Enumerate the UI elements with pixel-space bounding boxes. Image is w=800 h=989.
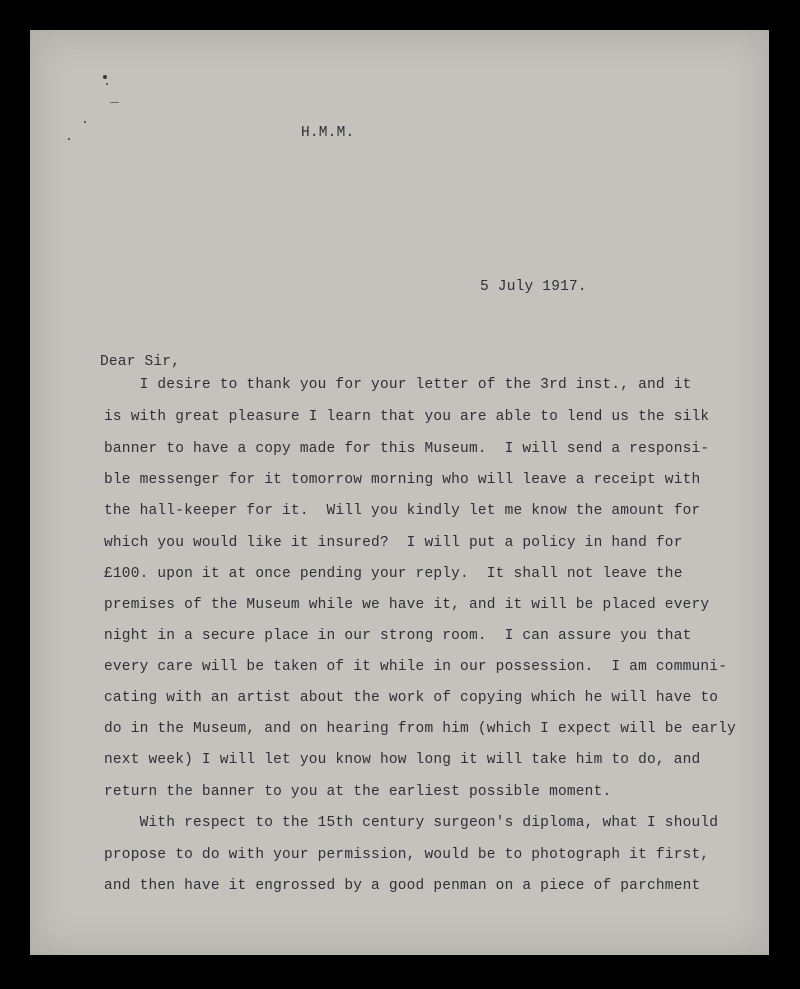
sender-initials: H.M.M. — [301, 125, 355, 141]
body-line: I desire to thank you for your letter of the 3rd inst., and it — [104, 377, 692, 393]
body-line: do in the Museum, and on hearing from him (which I expect will be early — [104, 721, 737, 737]
letter-date: 5 July 1917. — [480, 279, 587, 295]
body-line: With respect to the 15th century surgeon's diploma, what I should — [104, 815, 719, 831]
body-line: propose to do with your permission, would be to photograph it first, — [104, 847, 710, 863]
ink-speck — [106, 83, 108, 85]
ink-speck — [110, 102, 119, 103]
body-line: return the banner to you at the earliest possible moment. — [104, 784, 612, 800]
body-line: is with great pleasure I learn that you are able to lend us the silk — [104, 409, 710, 425]
body-line: ble messenger for it tomorrow morning who will leave a receipt with — [104, 472, 701, 488]
letter-page — [30, 30, 769, 955]
body-line: night in a secure place in our strong room. I can assure you that — [104, 628, 692, 644]
ink-speck — [68, 138, 70, 140]
salutation: Dear Sir, — [100, 354, 181, 370]
body-line: banner to have a copy made for this Museum. I will send a responsi- — [104, 441, 710, 457]
ink-speck — [84, 121, 86, 123]
body-line: next week) I will let you know how long it will take him to do, and — [104, 752, 701, 768]
body-line: which you would like it insured? I will put a policy in hand for — [104, 535, 683, 551]
body-line: every care will be taken of it while in our possession. I am communi- — [104, 659, 728, 675]
body-line: premises of the Museum while we have it, and it will be placed every — [104, 597, 710, 613]
ink-speck — [103, 75, 107, 79]
body-line: cating with an artist about the work of copying which he will have to — [104, 690, 719, 706]
body-line: £100. upon it at once pending your reply. It shall not leave the — [104, 566, 683, 582]
body-line: the hall-keeper for it. Will you kindly let me know the amount for — [104, 503, 701, 519]
body-line: and then have it engrossed by a good penman on a piece of parchment — [104, 878, 701, 894]
